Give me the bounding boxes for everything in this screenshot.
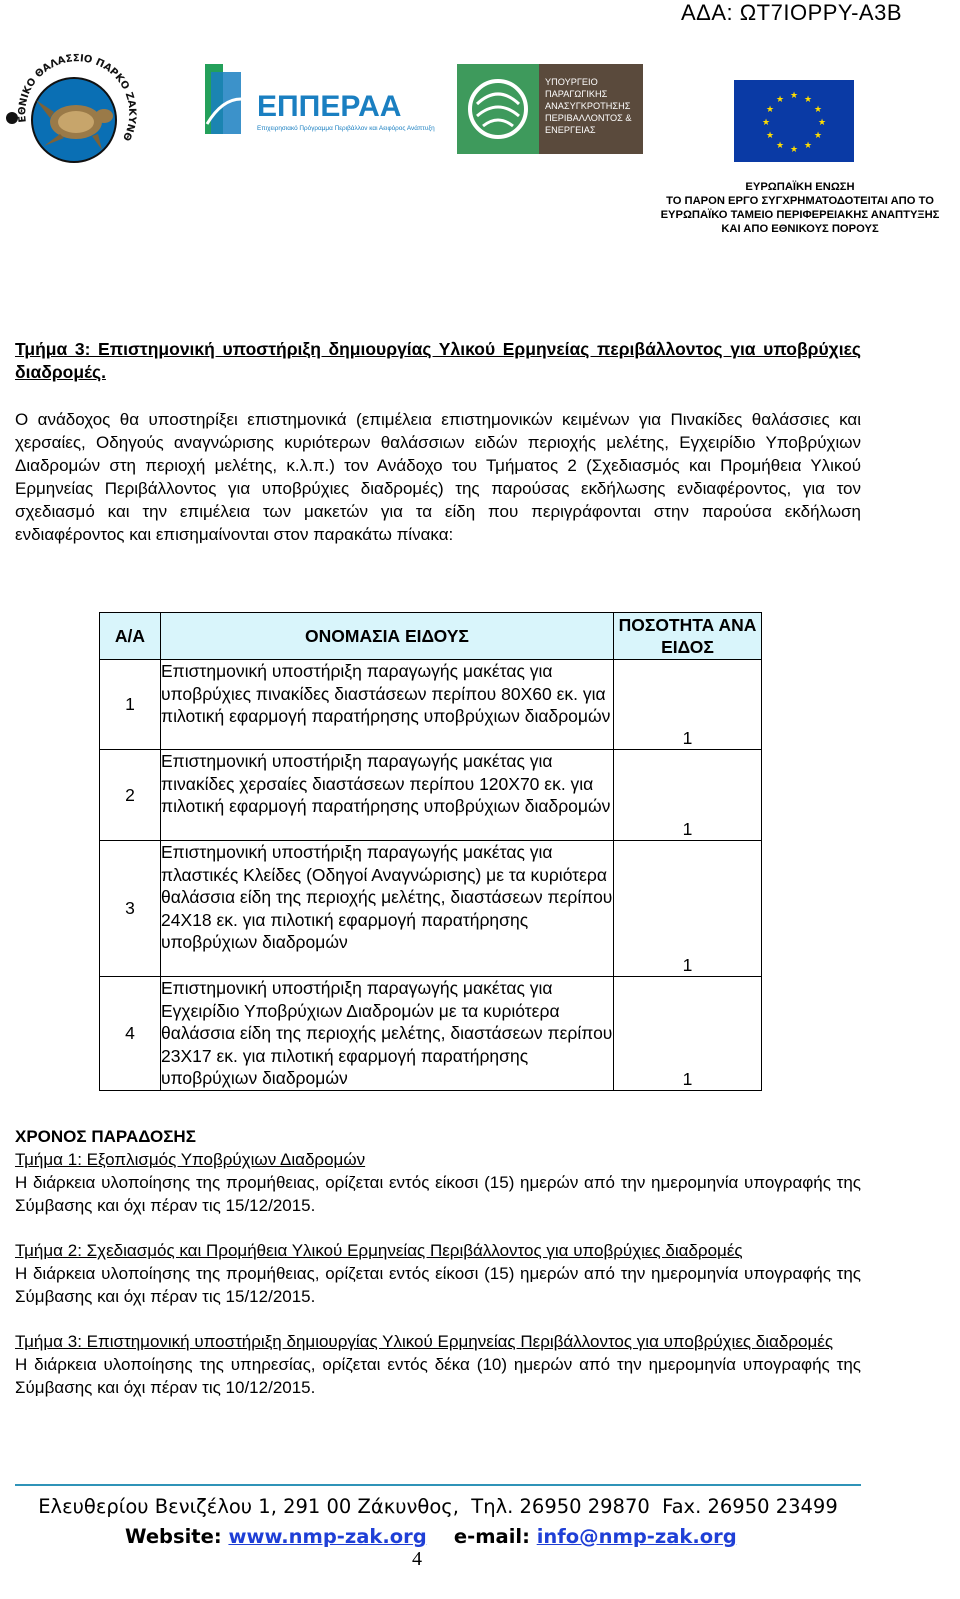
header-name: ΟΝΟΜΑΣΙΑ ΕΙΔΟΥΣ [161,613,614,660]
svg-text:★: ★ [789,145,799,155]
email-label: e-mail: [453,1525,530,1548]
eu-line: ΚΑΙ ΑΠΟ ΕΘΝΙΚΟΥΣ ΠΟΡΟΥΣ [721,223,879,235]
svg-text:★: ★ [775,95,785,105]
delivery-part-title: Τμήμα 2: Σχεδιασμός και Προμήθεια Υλικού Ερμηνείας Περιβάλλοντος για υποβρύχιες διαδρομές [15,1241,743,1260]
header-qty: ΠΟΣΟΤΗΤΑ ΑΝΑ ΕΙΔΟΣ [614,613,762,660]
row-qty: 1 [614,841,762,977]
svg-text:★: ★ [803,95,813,105]
epperaa-logo [205,64,435,144]
row-qty: 1 [614,977,762,1091]
website-link[interactable]: www.nmp-zak.org [228,1525,427,1548]
delivery-part-text: Η διάρκεια υλοποίησης της προμήθειας, ορίζεται εντός είκοσι (15) ημερών από την ημερομηνία υπογραφής της Σύμβασης και όχι πέραν τις 15/12/2015. [15,1264,861,1306]
page-number: 4 [412,1548,422,1570]
svg-text:★: ★ [813,131,823,141]
row-name: Επιστημονική υποστήριξη παραγωγής μακέτας για Εγχειρίδιο Υποβρύχιων Διαδρομών με τα κυριότερα θαλάσσια είδη της περιοχής μελέτης, διαστάσεων περίπου 23Χ17 εκ. για πιλοτική εφαρμογή παρατήρησης υποβρύχιων διαδρομών [161,978,613,1088]
table-row [100,841,762,977]
table-row [100,660,762,750]
row-name: Επιστημονική υποστήριξη παραγωγής μακέτας για πινακίδες χερσαίες διαστάσεων περίπου 120Χ70 εκ. για πιλοτική εφαρμογή παρατήρησης υποβρύχιων διαδρομών [161,750,614,841]
svg-text:★: ★ [775,141,785,151]
table-header-row [100,613,762,660]
footer-divider [15,1484,861,1486]
row-name: Επιστημονική υποστήριξη παραγωγής μακέτας για υποβρύχιες πινακίδες διαστάσεων περίπου 80Χ60 εκ. για πιλοτική εφαρμογή παρατήρησης υποβρύχιων διαδρομών [161,660,614,750]
svg-text:★: ★ [765,131,775,141]
svg-text:★: ★ [765,105,775,115]
email-link[interactable]: info@nmp-zak.org [536,1525,737,1548]
eu-line: ΕΥΡΩΠΑΪΚΟ ΤΑΜΕΙΟ ΠΕΡΙΦΕΡΕΙΑΚΗΣ ΑΝΑΠΤΥΞΗΣ [660,209,940,221]
section-paragraph: Ο ανάδοχος θα υποστηρίξει επιστημονικά (επιμέλεια επιστημονικών κειμένων για Πινακίδες θαλάσσιες και χερσαίες, Οδηγούς αναγνώρισης κυριότερων θαλάσσιων ειδών περιοχής μελέτης, Εγχειρίδιο Υποβρύχιων Διαδρομών στη περιοχή μελέτης, κ.λ.π.) τον Ανάδοχο του Τμήματος 2 (Σχεδιασμός και Προμήθεια Υλικού Ερμηνείας Περιβάλλοντος για υποβρύχιες διαδρομές) της παρούσας εκδήλωσης ενδιαφέροντος, για τον σχεδιασμό και την επιμέλεια των μακετών για τα είδη που περιγράφονται στην παρούσα εκδήλωση ενδιαφέροντος και επισημαίνονται στον παρακάτω πίνακα: [15,410,861,544]
delivery-part-title: Τμήμα 1: Εξοπλισμός Υποβρύχιων Διαδρομών [15,1150,366,1169]
delivery-section [15,1125,861,1399]
items-table [99,612,762,1091]
row-number: 3 [100,841,161,977]
eu-line: ΤΟ ΠΑΡΟΝ ΕΡΓΟ ΣΥΓΧΡΗΜΑΤΟΔΟΤΕΙΤΑΙ ΑΠΟ ΤΟ [666,195,934,207]
row-number: 1 [100,660,161,750]
svg-text:★: ★ [761,118,771,128]
delivery-part-title: Τμήμα 3: Επιστημονική υποστήριξη δημιουργίας Υλικού Ερμηνείας Περιβάλλοντος για υποβρύχιες διαδρομές [15,1332,834,1351]
svg-text:★: ★ [813,105,823,115]
svg-text:★: ★ [789,91,799,101]
epperaa-name: ΕΠΠΕΡΑΑ [257,90,402,123]
section-title: Τμήμα 3: Επιστημονική υποστήριξη δημιουργίας Υλικού Ερμηνείας περιβάλλοντος για υποβρύχιες διαδρομές. [15,339,861,382]
eu-line: ΕΥΡΩΠΑΪΚΗ ΕΝΩΣΗ [745,181,855,193]
marine-park-logo-text: ΕΘΝΙΚΟ ΘΑΛΑΣΣΙΟ ΠΑΡΚΟ ΖΑΚΥΝΘ [17,53,138,143]
delivery-heading: ΧΡΟΝΟΣ ΠΑΡΑΔΟΣΗΣ [15,1127,196,1146]
footer-address: Ελευθερίου Βενιζέλου 1, 291 00 Ζάκυνθος, Τηλ. 26950 29870 Fax. 26950 23499 [38,1495,838,1518]
svg-text:★: ★ [803,141,813,151]
epperaa-subtitle: Επιχειρησιακό Πρόγραμμα Περιβάλλον και Αειφόρος Ανάπτυξη [257,125,435,132]
row-number: 4 [100,977,161,1091]
header-aa: Α/Α [100,613,161,660]
delivery-part-text: Η διάρκεια υλοποίησης της υπηρεσίας, ορίζεται εντός δέκα (10) ημερών από την ημερομηνία υπογραφής της Σύμβασης και όχι πέραν τις 10/12/2015. [15,1355,861,1397]
table-row [100,977,762,1091]
row-name: Επιστημονική υποστήριξη παραγωγής μακέτας για πλαστικές Κλείδες (Οδηγοί Αναγνώρισης) με τα κυριότερα θαλάσσια είδη της περιοχής μελέτης, διαστάσεων περίπου 24Χ18 εκ. για πιλοτική εφαρμογή παρατήρησης υποβρύχιων διαδρομών [161,841,614,977]
delivery-part-text: Η διάρκεια υλοποίησης της προμήθειας, ορίζεται εντός είκοσι (15) ημερών από την ημερομηνία υπογραφής της Σύμβασης και όχι πέραν τις 15/12/2015. [15,1173,861,1215]
ada-code: ΑΔΑ: ΩΤ7ΙΟΡΡΥ-Α3Β [680,0,902,25]
marine-park-logo [4,44,140,166]
ministry-logo-text: ΥΠΟΥΡΓΕΙΟ ΠΑΡΑΓΩΓΙΚΗΣ ΑΝΑΣΥΓΚΡΟΤΗΣΗΣ ΠΕΡΙΒΑΛΛΟΝΤΟΣ & ΕΝΕΡΓΕΙΑΣ [545,77,632,135]
ministry-logo [457,64,643,154]
eu-funding-text [645,180,955,236]
website-label: Website: [125,1525,222,1548]
eu-flag [734,80,854,162]
row-qty: 1 [614,660,762,750]
footer-contacts [125,1525,825,1548]
svg-text:★: ★ [817,118,827,128]
row-number: 2 [100,750,161,841]
table-row [100,750,762,841]
row-qty: 1 [614,750,762,841]
